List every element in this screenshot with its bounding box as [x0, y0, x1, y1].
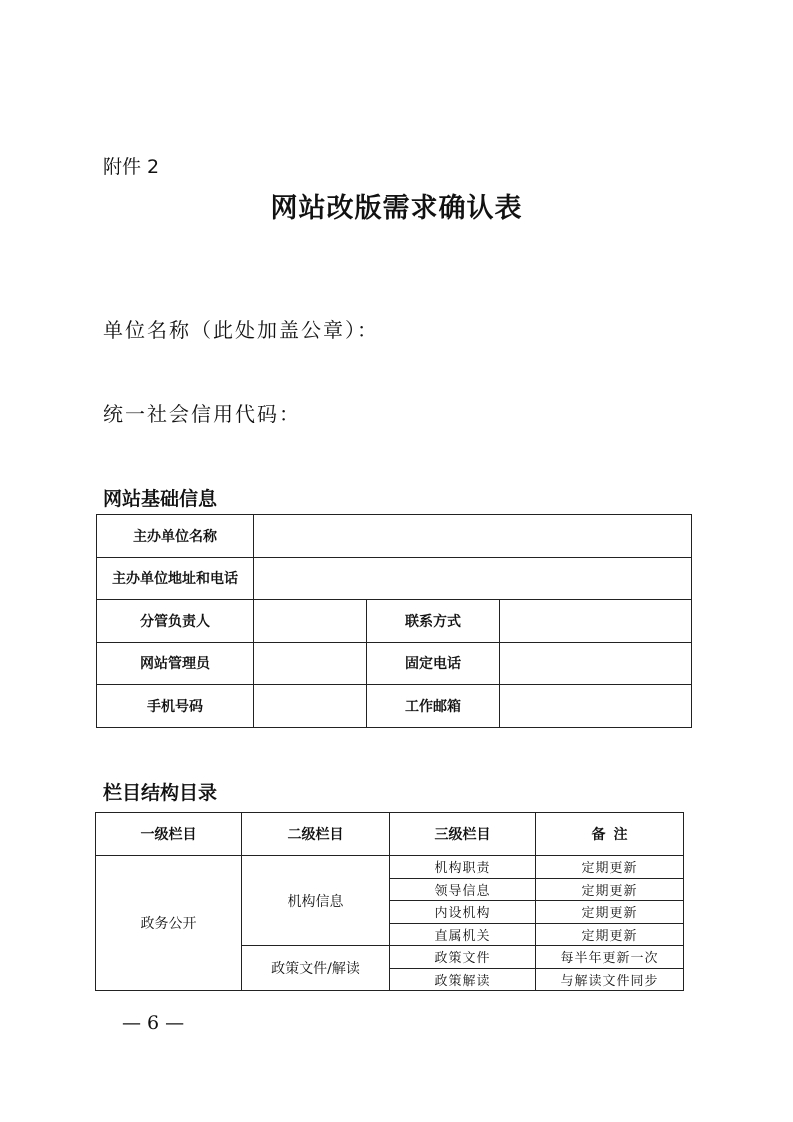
table-row	[97, 642, 692, 685]
email-label: 工作邮箱	[367, 685, 500, 728]
contact-label: 联系方式	[367, 600, 500, 643]
manager-value[interactable]	[254, 600, 367, 643]
header-note-a: 备	[591, 827, 606, 843]
columns-heading: 栏目结构目录	[103, 782, 218, 804]
basic-info-table	[96, 514, 692, 728]
email-value[interactable]	[500, 685, 692, 728]
note-cell: 每半年更新一次	[536, 946, 684, 969]
header-level3: 三级栏目	[390, 813, 536, 856]
unit-name-field: 单位名称（此处加盖公章）：	[103, 318, 379, 342]
level2-cell: 机构信息	[242, 856, 390, 946]
table-row	[96, 856, 684, 879]
landline-value[interactable]	[500, 642, 692, 685]
level3-cell: 政策文件	[390, 946, 536, 969]
level3-cell: 机构职责	[390, 856, 536, 879]
level3-cell: 直属机关	[390, 923, 536, 946]
level1-cell: 政务公开	[96, 856, 242, 991]
contact-value[interactable]	[500, 600, 692, 643]
manager-label: 分管负责人	[97, 600, 254, 643]
level2-cell: 政策文件/解读	[242, 946, 390, 991]
level3-cell: 内设机构	[390, 901, 536, 924]
document-title: 网站改版需求确认表	[270, 193, 523, 224]
mobile-value[interactable]	[254, 685, 367, 728]
sponsor-address-label: 主办单位地址和电话	[97, 557, 254, 600]
columns-table	[95, 812, 684, 991]
attachment-label: 附件 2	[103, 156, 160, 178]
sponsor-name-label: 主办单位名称	[97, 515, 254, 558]
mobile-label: 手机号码	[97, 685, 254, 728]
note-cell: 定期更新	[536, 856, 684, 879]
page-number: — 6 —	[122, 1012, 185, 1034]
note-cell: 定期更新	[536, 901, 684, 924]
header-level2: 二级栏目	[242, 813, 390, 856]
table-row	[97, 685, 692, 728]
admin-label: 网站管理员	[97, 642, 254, 685]
table-row	[97, 600, 692, 643]
table-row	[97, 515, 692, 558]
header-note-b: 注	[613, 827, 628, 843]
admin-value[interactable]	[254, 642, 367, 685]
table-header-row	[96, 813, 684, 856]
landline-label: 固定电话	[367, 642, 500, 685]
note-cell: 与解读文件同步	[536, 968, 684, 991]
basic-info-heading: 网站基础信息	[103, 488, 218, 510]
sponsor-address-value[interactable]	[254, 557, 692, 600]
note-cell: 定期更新	[536, 878, 684, 901]
header-note	[536, 813, 684, 856]
header-level1: 一级栏目	[96, 813, 242, 856]
note-cell: 定期更新	[536, 923, 684, 946]
table-row	[97, 557, 692, 600]
credit-code-field: 统一社会信用代码：	[103, 402, 301, 426]
sponsor-name-value[interactable]	[254, 515, 692, 558]
level3-cell: 领导信息	[390, 878, 536, 901]
level3-cell: 政策解读	[390, 968, 536, 991]
